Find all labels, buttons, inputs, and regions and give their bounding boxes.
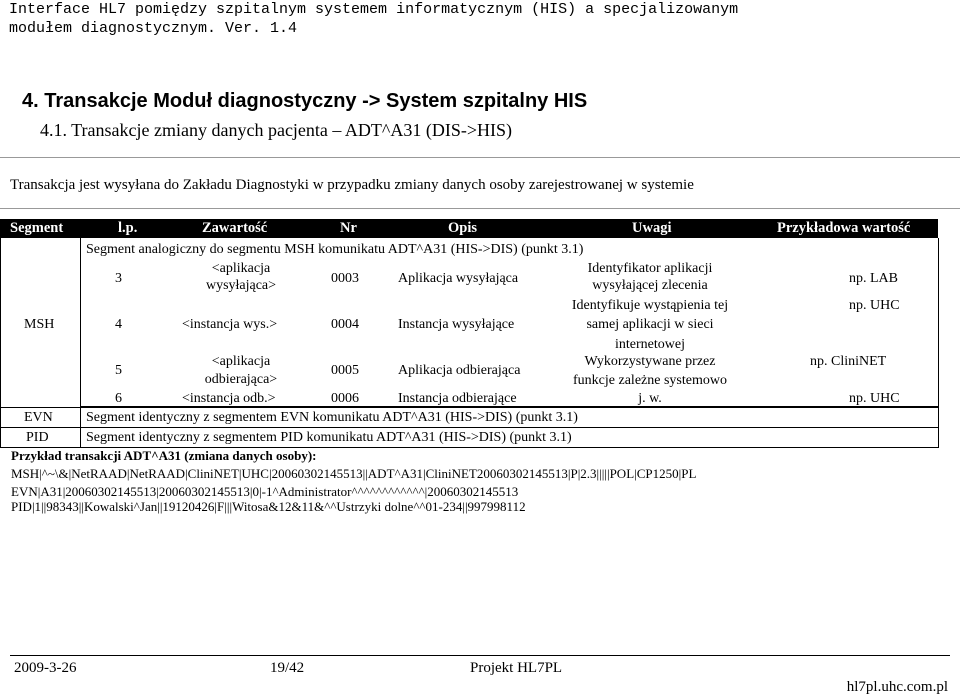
msh-note: Segment analogiczny do segmentu MSH komunikatu ADT^A31 (HIS->DIS) (punkt 3.1) [86,242,584,257]
example-line-pid: PID|1||98343||Kowalski^Jan||19120426|F|||Witosa&12&11&^^Ustrzyki dolne^^01-234||997998112 [11,499,526,514]
row-nr: 0003 [331,271,359,286]
header-lp: l.p. [118,220,138,236]
subsection-heading: 4.1. Transakcje zmiany danych pacjenta – ADT^A31 (DIS->HIS) [40,120,512,140]
row-przyklad: np. UHC [849,298,900,313]
header-segment: Segment [10,220,64,236]
table-header-row [0,219,938,238]
row-opis: Instancja wysyłające [398,317,515,332]
section-heading: 4. Transakcje Moduł diagnostyczny -> System szpitalny HIS [22,90,588,112]
row-uwagi-2: samej aplikacji w sieci [586,317,714,332]
row-nr: 0006 [331,391,359,406]
example-title: Przykład transakcji ADT^A31 (zmiana danych osoby): [11,448,317,463]
row-przyklad: np. UHC [849,391,900,406]
row-uwagi-3: internetowej [615,337,685,352]
evn-pid-divider [0,427,938,428]
header-uwagi: Uwagi [632,220,672,236]
row-przyklad: np. CliniNET [810,354,887,369]
row-uwagi-1: j. w. [638,391,662,406]
header-line-2: modułem diagnostycznym. Ver. 1.4 [9,20,298,37]
row-uwagi-1: Identyfikator aplikacji [587,261,713,276]
row-nr: 0004 [331,317,359,332]
row-opis: Instancja odbierające [398,391,517,406]
row-zawartosc-1: <aplikacja [211,354,271,369]
example-line-msh: MSH|^~\&|NetRAAD|NetRAAD|CliniNET|UHC|20060302145513||ADT^A31|CliniNET20060302145513|P|2.3|||||POL|CP1250|PL [11,466,697,481]
row-zawartosc-1: <instancja wys.> [182,317,278,332]
evn-note: Segment identyczny z segmentem EVN komunikatu ADT^A31 (HIS->DIS) (punkt 3.1) [86,410,578,425]
row-lp: 4 [115,317,122,332]
row-lp: 5 [115,363,122,378]
document-header [9,0,738,38]
table-border-right [938,238,939,448]
row-przyklad: np. LAB [849,271,898,286]
table-border-left [0,238,1,448]
row-opis: Aplikacja odbierająca [398,363,521,378]
segment-label-pid: PID [26,430,49,445]
footer-project: Projekt HL7PL [470,660,563,676]
segment-label-msh: MSH [24,317,55,332]
header-opis: Opis [448,220,478,236]
footer-page: 19/42 [270,660,305,676]
segment-label-evn: EVN [24,410,53,425]
footer-divider [10,655,950,656]
row-opis: Aplikacja wysyłająca [398,271,519,286]
row-uwagi-1: Wykorzystywane przez [584,354,716,369]
row-zawartosc-2: wysyłająca> [205,278,277,293]
pid-note: Segment identyczny z segmentem PID komunikatu ADT^A31 (HIS->DIS) (punkt 3.1) [86,430,572,445]
row-lp: 3 [115,271,122,286]
footer-url[interactable]: hl7pl.uhc.com.pl [846,679,948,695]
row-uwagi-2: funkcje zależne systemowo [573,373,727,388]
msh-evn-divider [0,407,938,408]
row-uwagi-2: wysyłającej zlecenia [592,278,708,293]
footer-date: 2009-3-26 [14,660,77,676]
row-uwagi-1: Identyfikuje wystąpienia tej [571,298,729,313]
header-przyklad: Przykładowa wartość [777,220,911,236]
header-zawartosc: Zawartość [202,220,268,236]
row-lp: 6 [115,391,122,406]
row-zawartosc-1: <instancja odb.> [182,391,276,406]
description-text: Transakcja jest wysyłana do Zakładu Diagnostyki w przypadku zmiany danych osoby zarejestrowanej w systemie [10,177,694,193]
row-nr: 0005 [331,363,359,378]
header-line-1: Interface HL7 pomiędzy szpitalnym systemem informatycznym (HIS) a specjalizowanym [9,1,739,18]
example-line-evn: EVN|A31|20060302145513|20060302145513|0|-1^Administrator^^^^^^^^^^^^|20060302145513 [11,484,519,499]
table-col-divider [80,238,81,448]
row-zawartosc-2: odbierająca> [204,372,278,387]
row-zawartosc-1: <aplikacja [211,261,271,276]
header-nr: Nr [340,220,357,236]
